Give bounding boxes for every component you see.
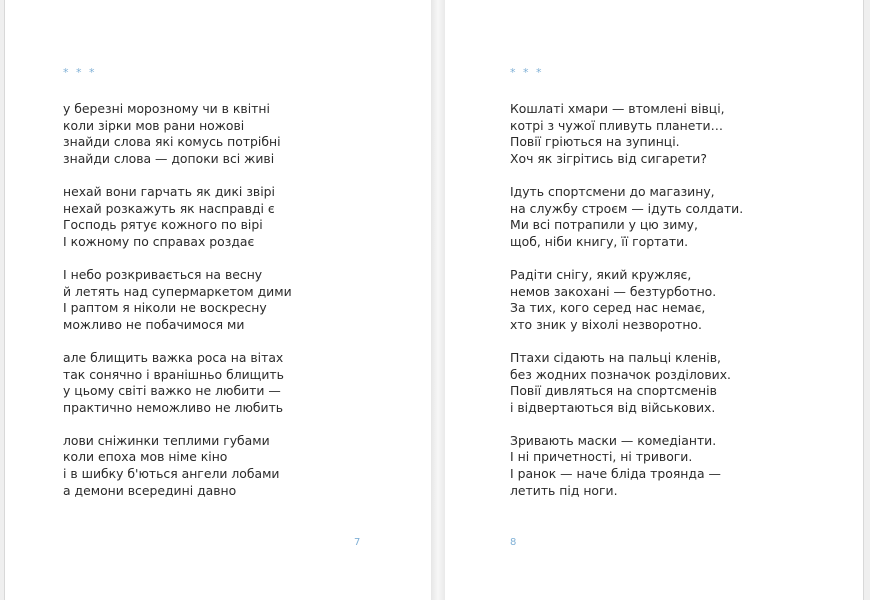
poem-line: лови сніжинки теплими губами [63,432,270,448]
poem-line: і відвертаються від військових. [510,399,716,415]
poem-line: а демони всередині давно [63,482,237,498]
stanza [510,184,743,250]
poem-line: можливо не побачимося ми [63,316,245,332]
poem-line: і в шибку б'ються ангели лобами [63,466,280,482]
right-page [445,0,864,600]
poem-line: котрі з чужої пливуть планети… [510,117,724,133]
poem-line: І ранок — наче бліда троянда — [510,466,721,482]
poem-line: у цьому світі важко не любити — [63,383,281,399]
poem-line: знайди слова які комусь потрібні [63,134,281,150]
poem-line: Зривають маски — комедіанти. [510,432,717,448]
stanza [510,101,743,167]
stanza [63,101,292,167]
section-ornament: * * * [63,66,97,79]
poem-line: І раптом я ніколи не воскресну [63,300,267,316]
poem-line: але блищить важка роса на вітах [63,349,284,365]
poem-line: так сонячно і вранішньо блищить [63,366,284,382]
poem-line: І небо розкривається на весну [63,266,263,282]
stanza [510,350,743,416]
poem-line: нехай вони гарчать як дикі звірі [63,183,275,199]
poem-line: Повії гріються на зупинці. [510,134,680,150]
section-ornament: * * * [510,66,544,79]
poem-text [63,101,292,516]
poem-line: щоб, ніби книгу, її гортати. [510,233,689,249]
poem-line: Радіти снігу, який кружляє, [510,266,692,282]
poem-line: І кожному по справах роздає [63,233,255,249]
poem-line: у березні морозному чи в квітні [63,101,270,116]
poem-line: І ні причетності, ні тривоги. [510,449,693,465]
poem-line: коли зірки мов рани ножові [63,117,245,133]
stanza [63,433,292,499]
poem-line: хто зник у віхолі незворотно. [510,316,702,332]
poem-text [510,101,743,516]
poem-line: Птахи сідають на пальці кленів, [510,349,721,365]
stanza [63,184,292,250]
poem-line: практично неможливо не любить [63,399,284,415]
poem-line: немов закохані — безтурботно. [510,283,717,299]
poem-line: коли епоха мов німе кіно [63,449,228,465]
left-page [4,0,431,600]
poem-line: Ми всі потрапили у цю зиму, [510,217,698,233]
poem-line: Господь рятує кожного по вірі [63,217,263,233]
stanza [63,350,292,416]
book-gutter [431,0,445,600]
poem-line: За тих, кого серед нас немає, [510,300,706,316]
poem-line: знайди слова — допоки всі живі [63,150,275,166]
poem-line: й летять над супермаркетом дими [63,283,292,299]
stanza [510,433,743,499]
stanza [510,267,743,333]
page-number: 7 [354,537,361,548]
poem-line: Ідуть спортсмени до магазину, [510,183,715,199]
poem-line: Кошлаті хмари — втомлені вівці, [510,101,725,116]
stanza [63,267,292,333]
page-number: 8 [510,537,517,548]
poem-line: нехай розкажуть як насправді є [63,200,275,216]
poem-line: без жодних позначок розділових. [510,366,731,382]
poem-line: Повії дивляться на спортсменів [510,383,717,399]
poem-line: на службу строєм — ідуть солдати. [510,200,744,216]
poem-line: Хоч як зігрітись від сигарети? [510,150,707,166]
poem-line: летить під ноги. [510,482,618,498]
